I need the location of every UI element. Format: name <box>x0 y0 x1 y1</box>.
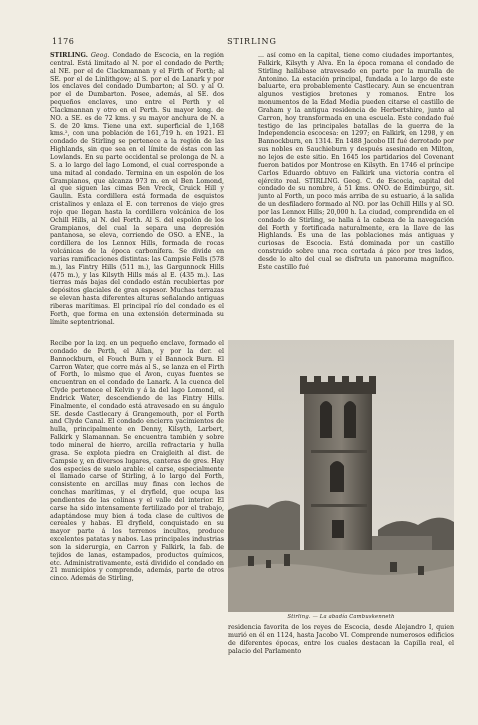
right-column-top <box>258 52 454 338</box>
article-text-part-2: ... así como en la capital, tiene como ciudades importantes, Falkirk, Kilsyth y Alva. En la época romana el condado de Stirling hallábase atravesado en parte por la muralla de Antonino. La estación principal, fundada a lo largo de este baluarte, era probablemente Castlecary. Aun se encuentran algunos vestigios bretones y romanos. Entre los monumentos de la Edad Media pueden citarse el castillo de Graham y la antigua residencia de Herbertshire, junto al Carron, hoy transformada en una escuela. Este condado fué testigo de las principales batallas de la guerra de la Independencia escocesa: en 1297; en Falkirk, en 1298, y en Bannockburn, en 1314. En 1488 Jacobo III fué derrotado por sus nobles en Sauchieburn y después asesinado en Milton, no lejos de este sitio. En 1645 los partidarios del Covenant fueron batidos por Montrose en Kilsyth. En 1746 el príncipe Carlos Eduardo obtuvo en Falkirk una victoria contra el ejército real. STIRLING. Geog. C. de Escocia, capital del condado de su nombre, á 51 kms. ONO. de Edimburgo, sit. junto al Forth, un poco más arriba de su estuario, á la salida de un desfiladero formado al NO. por las Ochill Hills y al SO. por las Lennox Hills; 20,000 h. La ciudad, comprendida en el condado de Stirling, se halla á la cabeza de la navegación del Forth y fortificada naturalmente, era la llave de las Highlands. Es una de las poblaciones más antiguas y curiosas de Escocia. Está dominada por un castillo construido sobre una roca cortada á pico por tres lados, desde lo alto del cual se disfruta un panorama magnífico. Este castillo fué <box>258 52 454 271</box>
headword: STIRLING. <box>50 52 88 59</box>
distant-trees-left <box>228 501 300 550</box>
left-column-bottom <box>50 340 224 678</box>
page-number: 1176 <box>52 37 75 46</box>
article-text-part-1: Condado de Escocia, en la región central. Está limitado al N. por el condado de Perth; al NE. por el de Clackmannan y el Firth of Forth; al SE. por el de Linlithgow; al S. por el de Lanark y por los enclaves del condado Dumbarton; al SO. y al O. por el de Dumbarton. Posee, además, al SE. dos pequeños enclaves, uno entre el Perth y el Clackmannan y otro en el Perth. Su mayor long. de NO. a SE. es de 72 kms. y su mayor anchura de N. a S. de 20 kms. Tiene una ext. superficial de 1,168 kms.², con una población de 161,719 h. en 1921. El condado de Stirling se pertenece a la región de las Highlands, sin que sea en el límite de éstas con las Lowlands. En su parte occidental se prolonga de N. a S. a lo largo del lago Lomond, el cual corresponde a una mitad al condado. Termina en un espolón de los Grampianos, que alcanza 973 m. en el Ben Lomond, al que siguen las cimas Ben Vreck, Cruick Hill y Gaulin. Esta cordillera está formada de esquistos cristalinos y enlaza el E. con terrenos de viejo gres rojo que llegan hasta la cordillera volcánica de los Ochill Hills, al N. del Forth. Al S. del espolón de los Grampianos, del cual la separa una depresión pantanosa, se eleva, corriendo de OSO. a ENE., la cordillera de los Lennox Hills, formada de rocas volcánicas de la época carbonífera. Se divide en varias ramificaciones distintas: las Campsie Fells (578 m.), las Fintry Hills (511 m.), las Gargunnock Hills (475 m.), y las Kilsyth Hills más al E. (435 m.). Las tierras más bajas del condado están recubiertas por depósitos glaciales de gran espesor. Muchas terrazas se elevan hasta diferentes alturas señalando antiguas riberas marítimas. El principal río del condado es el Forth, que forma en una extensión determinada su límite septentrional. <box>50 52 224 326</box>
running-title: STIRLING <box>227 37 277 46</box>
caption-text: — La abadía Cambuskenneth <box>312 614 395 620</box>
article-text-part-4: residencia favorita de los reyes de Escocia, desde Alejandro I, quien murió en él en 1124, hasta Jacobo VI. Comprende numerosos edificios de diferentes épocas, entre los cuales destacan la Capilla real, el palacio del Parlamento <box>228 624 454 655</box>
tower <box>300 376 376 565</box>
subject-label: Geog. <box>90 52 110 59</box>
page-header <box>52 37 452 49</box>
right-column-bottom <box>228 624 454 678</box>
photograph-cambuskenneth-abbey <box>228 340 454 612</box>
left-column-top <box>50 52 224 338</box>
abbey-tower-illustration <box>228 340 454 612</box>
article-text-part-3: Recibe por la izq. en un pequeño enclave, formado el condado de Perth, el Allan, y por la der. el Bannockburn, el Fouch Burn y el Bannock Burn. El Carron Water, que corre más al S., se lanza en el Firth of Forth, lo mismo que el Avon, cuyas fuentes se encuentran en el condado de Lanark. A la cuenca del Clyde pertenece el Kelvin y á la del lago Lomond, el Endrick Water, descendiendo de las Fintry Hills. Finalmente, el condado está atravesado en su ángulo SE. desde Castlecary á Grangemouth, por el Forth and Clyde Canal. El condado encierra yacimientos de hulla, principalmente en Denny, Kilsyth, Larbert, Falkirk y Slamannan. Se encuentra también y sobre todo mineral de hierro, arcilla refractaria y hulla grasa. Se explota piedra en Craigleith al dist. de Campsie y, en diversos lugares, canteras de gres. Hay dos especies de suelo arable: el carse, especialmente el llamado carse of Stirling, á lo largo del Forth, consistente en arcillas muy finas con lechos de conchas marítimas, y el dryfield, que ocupa las pendientes de las colinas y el valle del interior. El carse ha sido intensamente fertilizado por el trabajo, adaptándose muy bien á toda clase de cultivos de cereales y habas. El dryfield, conquistado en su mayor parte á los terrenos incultos, produce excelentes patatas y nabos. Las principales industrias son la siderurgia, en Carron y Falkirk, la fab. de tejidos de lanas, estampados, productos químicos, etc. Administrativamente, está dividido el condado en 21 municipios y comprende, además, parte de otros cinco. Además de Stirling, <box>50 340 224 583</box>
photo-caption <box>228 614 454 620</box>
caption-place: Stirling. <box>287 614 311 620</box>
